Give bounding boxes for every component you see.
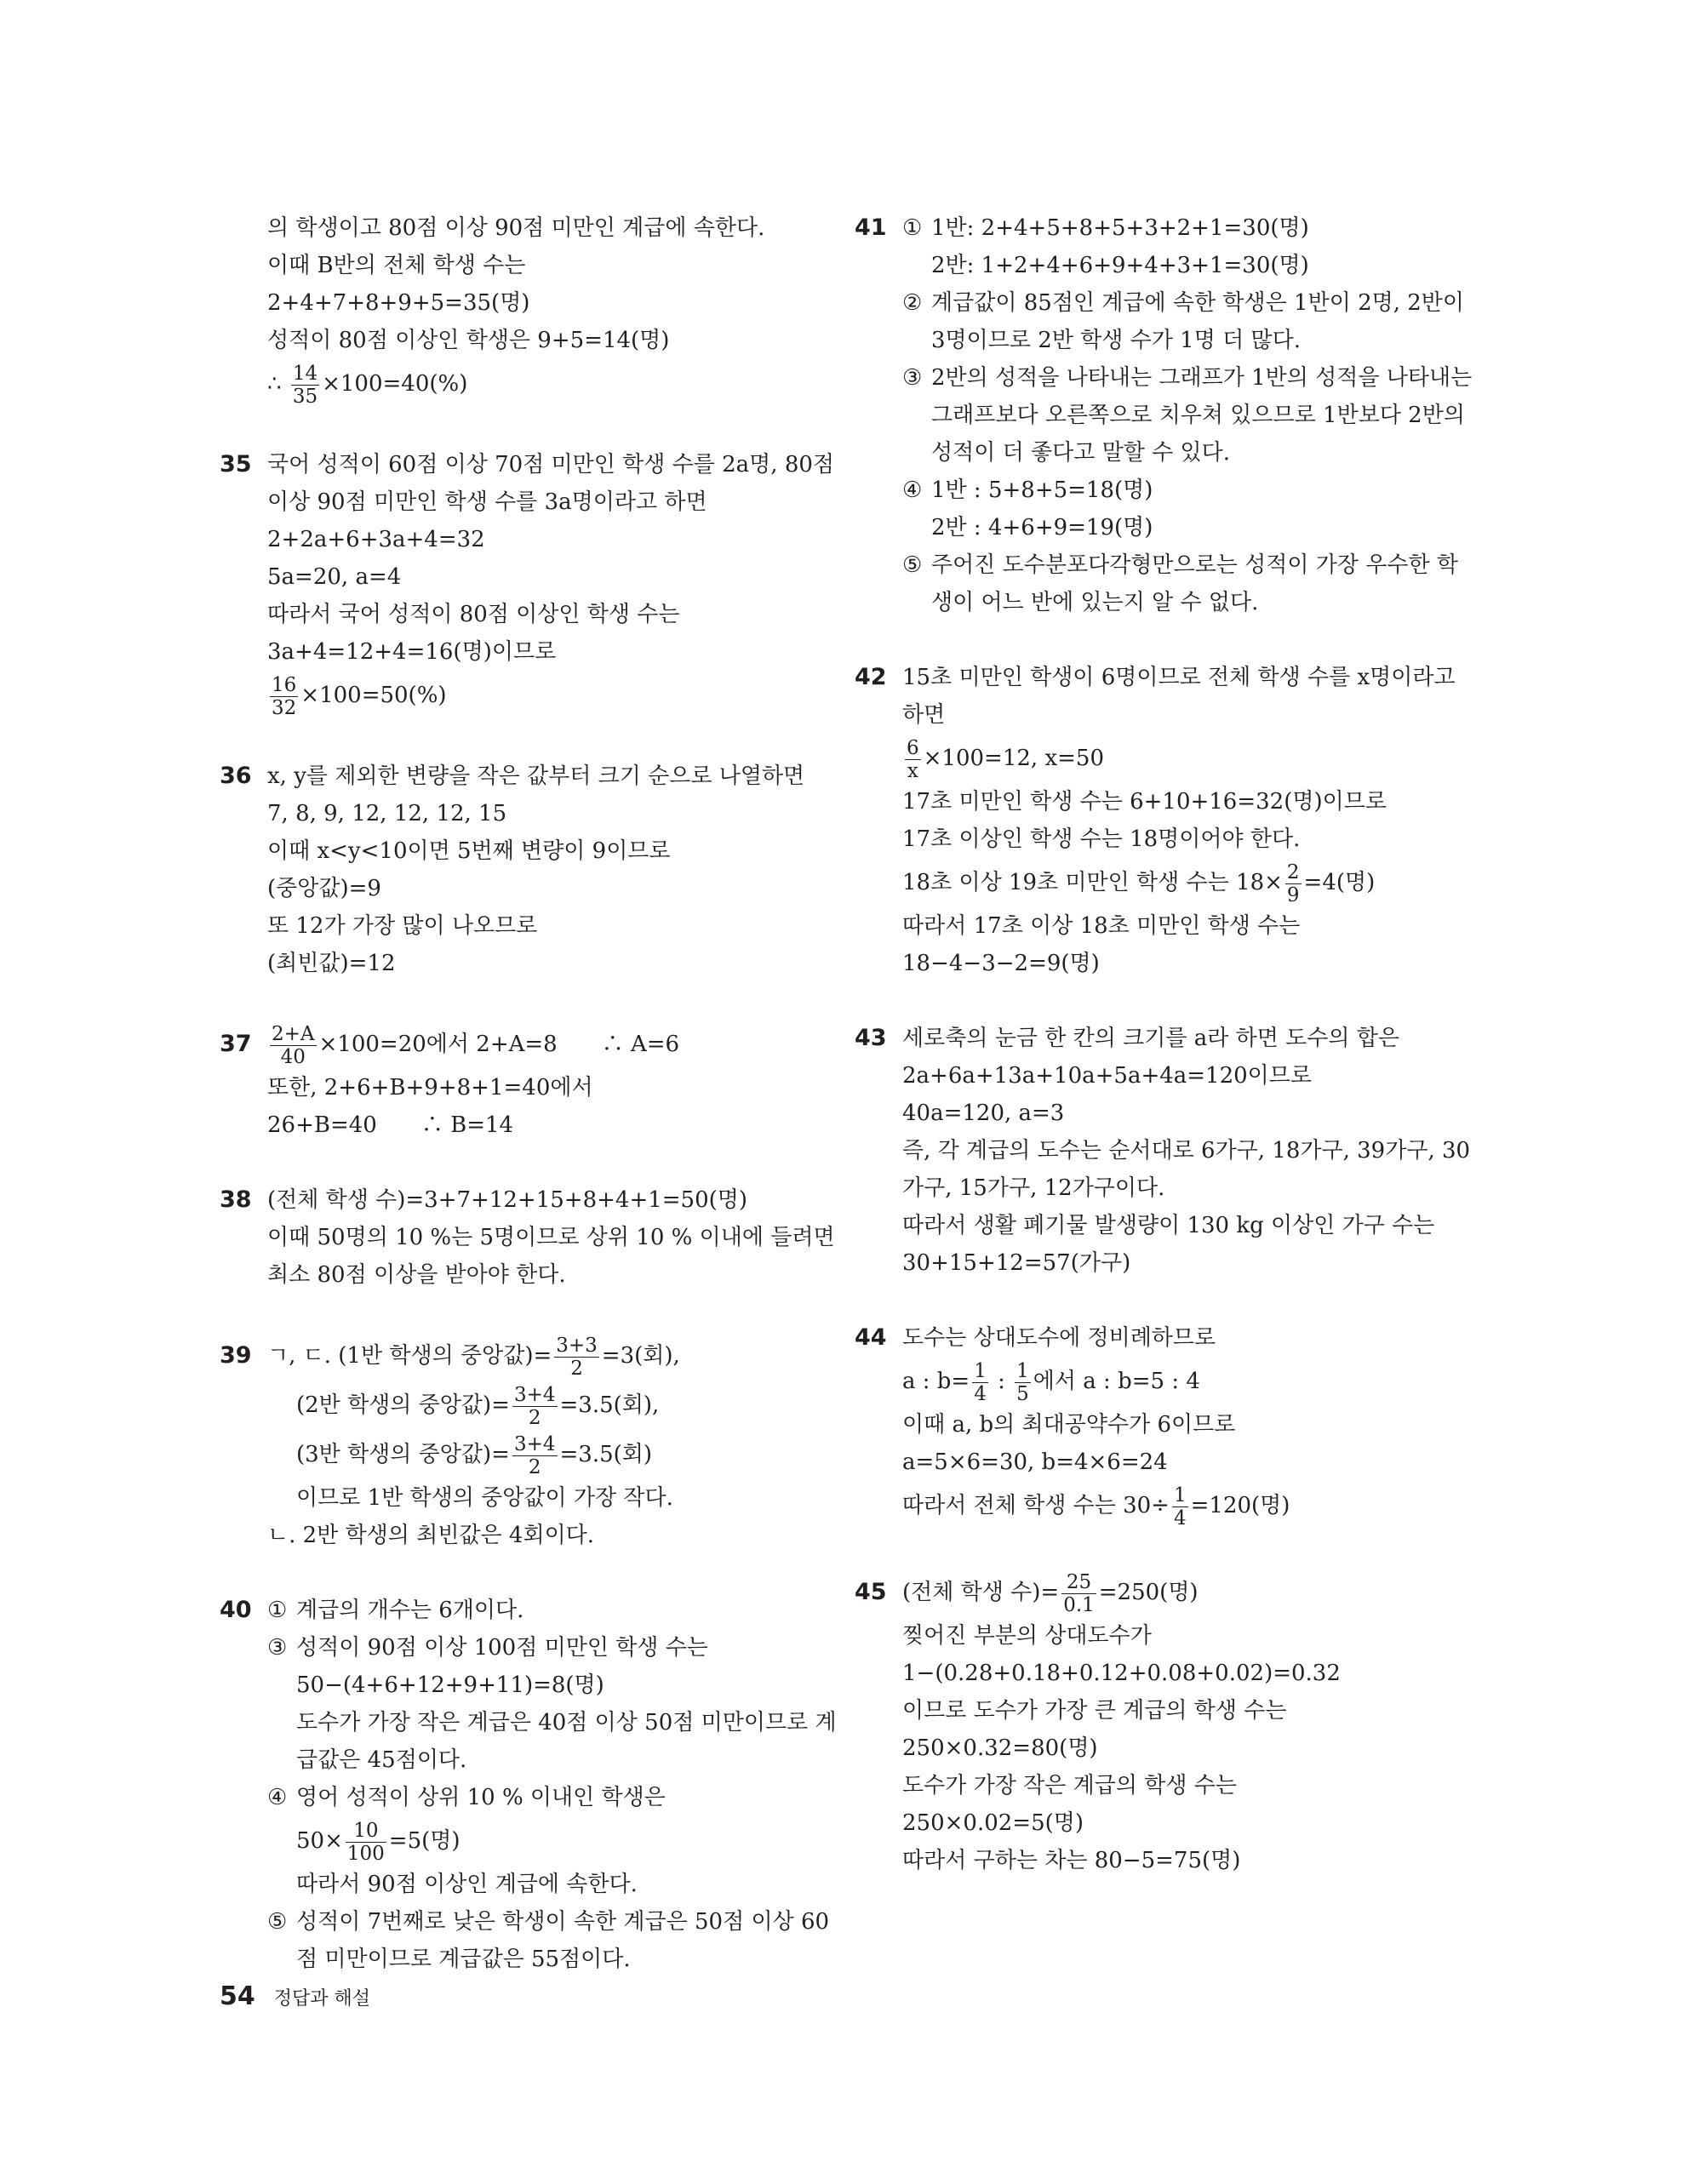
text-line: 이므로 1반 학생의 중앙값이 가장 작다. bbox=[296, 1485, 673, 1511]
text-line-fraction: $\frac{2+A}{40}$ ×100=20에서 2+A=8 ∴ A=6 bbox=[272, 1022, 680, 1068]
circled-number: ⑤ bbox=[267, 1909, 288, 1935]
text-line: 2+4+7+8+9+5=35(명) bbox=[267, 290, 530, 316]
text-line: 250×0.32=80(명) bbox=[902, 1735, 1098, 1761]
problem-34-continued bbox=[220, 209, 798, 409]
text-line-fraction: 18초 이상 19초 미만인 학생 수는 18× $\frac{2}{9}$ =4(명) bbox=[902, 860, 1376, 906]
fraction: $\frac{3+3}{2}$ bbox=[556, 1334, 598, 1380]
fraction: $\frac{14}{35}$ bbox=[292, 362, 318, 408]
text-line-fraction: (2반 학생의 중앙값)= $\frac{3+4}{2}$ =3.5(회), bbox=[296, 1383, 660, 1429]
text-line: 점 미만이므로 계급값은 55점이다. bbox=[296, 1947, 631, 1972]
text-line: 의 학생이고 80점 이상 90점 미만인 계급에 속한다. bbox=[267, 215, 765, 241]
text-line: 따라서 국어 성적이 80점 이상인 학생 수는 bbox=[267, 602, 680, 627]
text-line: 국어 성적이 60점 이상 70점 미만인 학생 수를 2a명, 80점 bbox=[267, 452, 835, 477]
problem-number: 42 bbox=[855, 664, 887, 690]
text-line: 도수는 상대도수에 정비례하므로 bbox=[902, 1325, 1216, 1351]
problem-38 bbox=[220, 1181, 835, 1294]
text-line: 250×0.02=5(명) bbox=[902, 1810, 1084, 1836]
text-line: 도수가 가장 작은 계급의 학생 수는 bbox=[902, 1773, 1237, 1798]
circled-number: ③ bbox=[267, 1635, 288, 1661]
text-line: 15초 미만인 학생이 6명이므로 전체 학생 수를 x명이라고 bbox=[902, 665, 1456, 690]
circled-number: ③ bbox=[902, 365, 923, 391]
page-number: 54 bbox=[220, 1981, 255, 2011]
text-line: 이때 50명의 10 %는 5명이므로 상위 10 % 이내에 들려면 bbox=[267, 1225, 835, 1250]
text-line-fraction: (전체 학생 수)= $\frac{25}{0.1}$ =250(명) bbox=[902, 1570, 1199, 1616]
text-line-fraction: a : b= $\frac{1}{4}$ : $\frac{1}{5}$ 에서 a : b=5 : 4 bbox=[902, 1359, 1200, 1405]
text-line: 따라서 90점 이상인 계급에 속한다. bbox=[296, 1872, 638, 1897]
text-line: 따라서 17초 이상 18초 미만인 학생 수는 bbox=[902, 913, 1301, 939]
text-line: ④ 영어 성적이 상위 10 % 이내인 학생은 bbox=[267, 1779, 798, 1816]
text-line: 세로축의 눈금 한 칸의 크기를 a라 하면 도수의 합은 bbox=[902, 1026, 1399, 1051]
text-line: 17초 이상인 학생 수는 18명이어야 한다. bbox=[902, 826, 1301, 852]
page-footer bbox=[220, 1981, 370, 2011]
text-line: 3명이므로 2반 학생 수가 1명 더 많다. bbox=[931, 328, 1301, 353]
fraction: $\frac{16}{32}$ bbox=[272, 673, 297, 719]
text-line: 또한, 2+6+B+9+8+1=40에서 bbox=[267, 1075, 593, 1101]
text-line: 40a=120, a=3 bbox=[902, 1101, 1065, 1126]
text-line: 따라서 생활 폐기물 발생량이 130 kg 이상인 가구 수는 bbox=[902, 1213, 1435, 1238]
text-line: 급값은 45점이다. bbox=[296, 1747, 467, 1773]
fraction: $\frac{10}{100}$ bbox=[346, 1819, 385, 1865]
text-line: 5a=20, a=4 bbox=[267, 564, 402, 590]
problem-number: 43 bbox=[855, 1025, 887, 1051]
text-line: 50−(4+6+12+9+11)=8(명) bbox=[296, 1672, 604, 1698]
text-line: 찢어진 부분의 상대도수가 bbox=[902, 1623, 1152, 1649]
circled-number: ① bbox=[267, 1598, 288, 1623]
text-line: 즉, 각 계급의 도수는 순서대로 6가구, 18가구, 39가구, 30 bbox=[902, 1138, 1471, 1163]
text-line: 26+B=40 ∴ B=14 bbox=[267, 1112, 514, 1138]
fraction: $\frac{25}{0.1}$ bbox=[1063, 1570, 1095, 1616]
text-line: 또 12가 가장 많이 나오므로 bbox=[267, 913, 538, 939]
fraction: $\frac{1}{5}$ bbox=[1016, 1359, 1029, 1405]
text-line: 최소 80점 이상을 받아야 한다. bbox=[267, 1262, 566, 1288]
text-line: ㄴ. 2반 학생의 최빈값은 4회이다. bbox=[267, 1523, 595, 1548]
text-line-fraction: 50× $\frac{10}{100}$ =5(명) bbox=[296, 1819, 461, 1865]
text-line-fraction: (3반 학생의 중앙값)= $\frac{3+4}{2}$ =3.5(회) bbox=[296, 1432, 653, 1478]
circled-number: ① bbox=[902, 215, 923, 241]
text-line: x, y를 제외한 변량을 작은 값부터 크기 순으로 나열하면 bbox=[267, 763, 805, 789]
problem-43 bbox=[855, 1020, 1471, 1282]
circled-number: ④ bbox=[902, 477, 923, 503]
problem-35 bbox=[220, 446, 835, 720]
text-line: 3a+4=12+4=16(명)이므로 bbox=[267, 639, 557, 665]
footer-label: 정답과 해설 bbox=[273, 1988, 371, 2010]
fraction: $\frac{3+4}{2}$ bbox=[513, 1432, 556, 1478]
text-line: 따라서 구하는 차는 80−5=75(명) bbox=[902, 1848, 1241, 1873]
text-line: 이때 B반의 전체 학생 수는 bbox=[267, 253, 526, 278]
text-line: 생이 어느 반에 있는지 알 수 없다. bbox=[931, 590, 1259, 615]
text-line: 하면 bbox=[902, 702, 946, 728]
text-line: 1−(0.28+0.18+0.12+0.08+0.02)=0.32 bbox=[902, 1661, 1341, 1686]
text-line: 이므로 도수가 가장 큰 계급의 학생 수는 bbox=[902, 1698, 1287, 1724]
text-line-fraction: 따라서 전체 학생 수는 30÷ $\frac{1}{4}$ =120(명) bbox=[902, 1484, 1290, 1529]
text-line: ③ 2반의 성적을 나타내는 그래프가 1반의 성적을 나타내는 bbox=[902, 359, 1442, 397]
text-line-fraction: $\frac{6}{x}$ ×100=12, x=50 bbox=[907, 736, 1104, 782]
problem-40 bbox=[220, 1592, 837, 1978]
fraction: $\frac{1}{4}$ bbox=[1173, 1484, 1187, 1529]
text-line: (전체 학생 수)=3+7+12+15+8+4+1=50(명) bbox=[267, 1187, 748, 1213]
circled-number: ② bbox=[902, 290, 923, 316]
problem-41 bbox=[855, 209, 1473, 621]
text-line: 2a+6a+13a+10a+5a+4a=120이므로 bbox=[902, 1063, 1313, 1089]
text-line: ① 계급의 개수는 6개이다. bbox=[267, 1592, 798, 1629]
problem-number: 37 bbox=[220, 1031, 252, 1057]
problem-number: 45 bbox=[855, 1579, 887, 1605]
problem-number: 36 bbox=[220, 763, 252, 789]
text-line: (중앙값)=9 bbox=[267, 876, 381, 901]
text-line: 이때 x<y<10이면 5번째 변량이 9이므로 bbox=[267, 838, 671, 864]
text-line: 2+2a+6+3a+4=32 bbox=[267, 527, 485, 552]
fraction: $\frac{2+A}{40}$ bbox=[272, 1022, 315, 1068]
problem-39 bbox=[220, 1331, 798, 1554]
text-line: (최빈값)=12 bbox=[267, 951, 396, 976]
text-line: ① 1반: 2+4+5+8+5+3+2+1=30(명) bbox=[902, 209, 1442, 247]
text-line: a=5×6=30, b=4×6=24 bbox=[902, 1449, 1168, 1475]
problem-36 bbox=[220, 758, 805, 982]
fraction: $\frac{2}{9}$ bbox=[1286, 860, 1300, 906]
problem-number: 38 bbox=[220, 1186, 252, 1213]
text-line: 도수가 가장 작은 계급은 40점 이상 50점 미만이므로 계 bbox=[296, 1710, 837, 1735]
right-column bbox=[855, 209, 1473, 1917]
text-line: ⑤ 성적이 7번째로 낮은 학생이 속한 계급은 50점 이상 60 bbox=[267, 1903, 798, 1941]
text-line: 2반 : 4+6+9=19(명) bbox=[931, 515, 1153, 540]
text-line: 이상 90점 미만인 학생 수를 3a명이라고 하면 bbox=[267, 489, 707, 515]
fraction: $\frac{1}{4}$ bbox=[974, 1359, 987, 1405]
therefore-symbol: ∴ bbox=[267, 371, 289, 397]
text-line: 이때 a, b의 최대공약수가 6이므로 bbox=[902, 1412, 1236, 1438]
text-line: ③ 성적이 90점 이상 100점 미만인 학생 수는 bbox=[267, 1629, 798, 1667]
problem-number: 40 bbox=[220, 1597, 252, 1623]
text-line-fraction: $\frac{16}{32}$ ×100=50(%) bbox=[272, 673, 447, 719]
text-line: ④ 1반 : 5+8+5=18(명) bbox=[902, 472, 1442, 509]
text-line: 17초 미만인 학생 수는 6+10+16=32(명)이므로 bbox=[902, 789, 1387, 815]
circled-number: ④ bbox=[267, 1785, 288, 1810]
problem-number: 35 bbox=[220, 451, 252, 477]
text-line: ⑤ 주어진 도수분포다각형만으로는 성적이 가장 우수한 학 bbox=[902, 546, 1442, 584]
problem-number: 41 bbox=[855, 214, 887, 241]
problem-37 bbox=[220, 1020, 798, 1144]
problem-45 bbox=[855, 1568, 1442, 1879]
text-line: 가구, 15가구, 12가구이다. bbox=[902, 1175, 1165, 1201]
text-line-fraction: ㄱ, ㄷ. (1반 학생의 중앙값)= $\frac{3+3}{2}$ =3(회), bbox=[267, 1334, 680, 1380]
text-line: ② 계급값이 85점인 계급에 속한 학생은 1반이 2명, 2반이 bbox=[902, 284, 1442, 322]
left-column bbox=[220, 209, 837, 2015]
text-line: 성적이 더 좋다고 말할 수 있다. bbox=[931, 440, 1230, 466]
text-line: 30+15+12=57(가구) bbox=[902, 1250, 1131, 1276]
circled-number: ⑤ bbox=[902, 552, 923, 578]
fraction: $\frac{6}{x}$ bbox=[907, 736, 919, 782]
text-line: 7, 8, 9, 12, 12, 12, 15 bbox=[267, 801, 507, 826]
fraction: $\frac{3+4}{2}$ bbox=[513, 1383, 556, 1429]
problem-42 bbox=[855, 659, 1456, 982]
problem-number: 39 bbox=[220, 1342, 252, 1369]
problem-number: 44 bbox=[855, 1324, 887, 1351]
text-line: 2반: 1+2+4+6+9+4+3+1=30(명) bbox=[931, 253, 1309, 278]
text-line: 성적이 80점 이상인 학생은 9+5=14(명) bbox=[267, 328, 670, 353]
text-line-fraction: ∴ $\frac{14}{35}$ ×100=40(%) bbox=[267, 362, 468, 408]
text-line: 18−4−3−2=9(명) bbox=[902, 951, 1100, 976]
text-line: 그래프보다 오른쪽으로 치우쳐 있으므로 1반보다 2반의 bbox=[931, 403, 1465, 428]
problem-44 bbox=[855, 1319, 1442, 1530]
